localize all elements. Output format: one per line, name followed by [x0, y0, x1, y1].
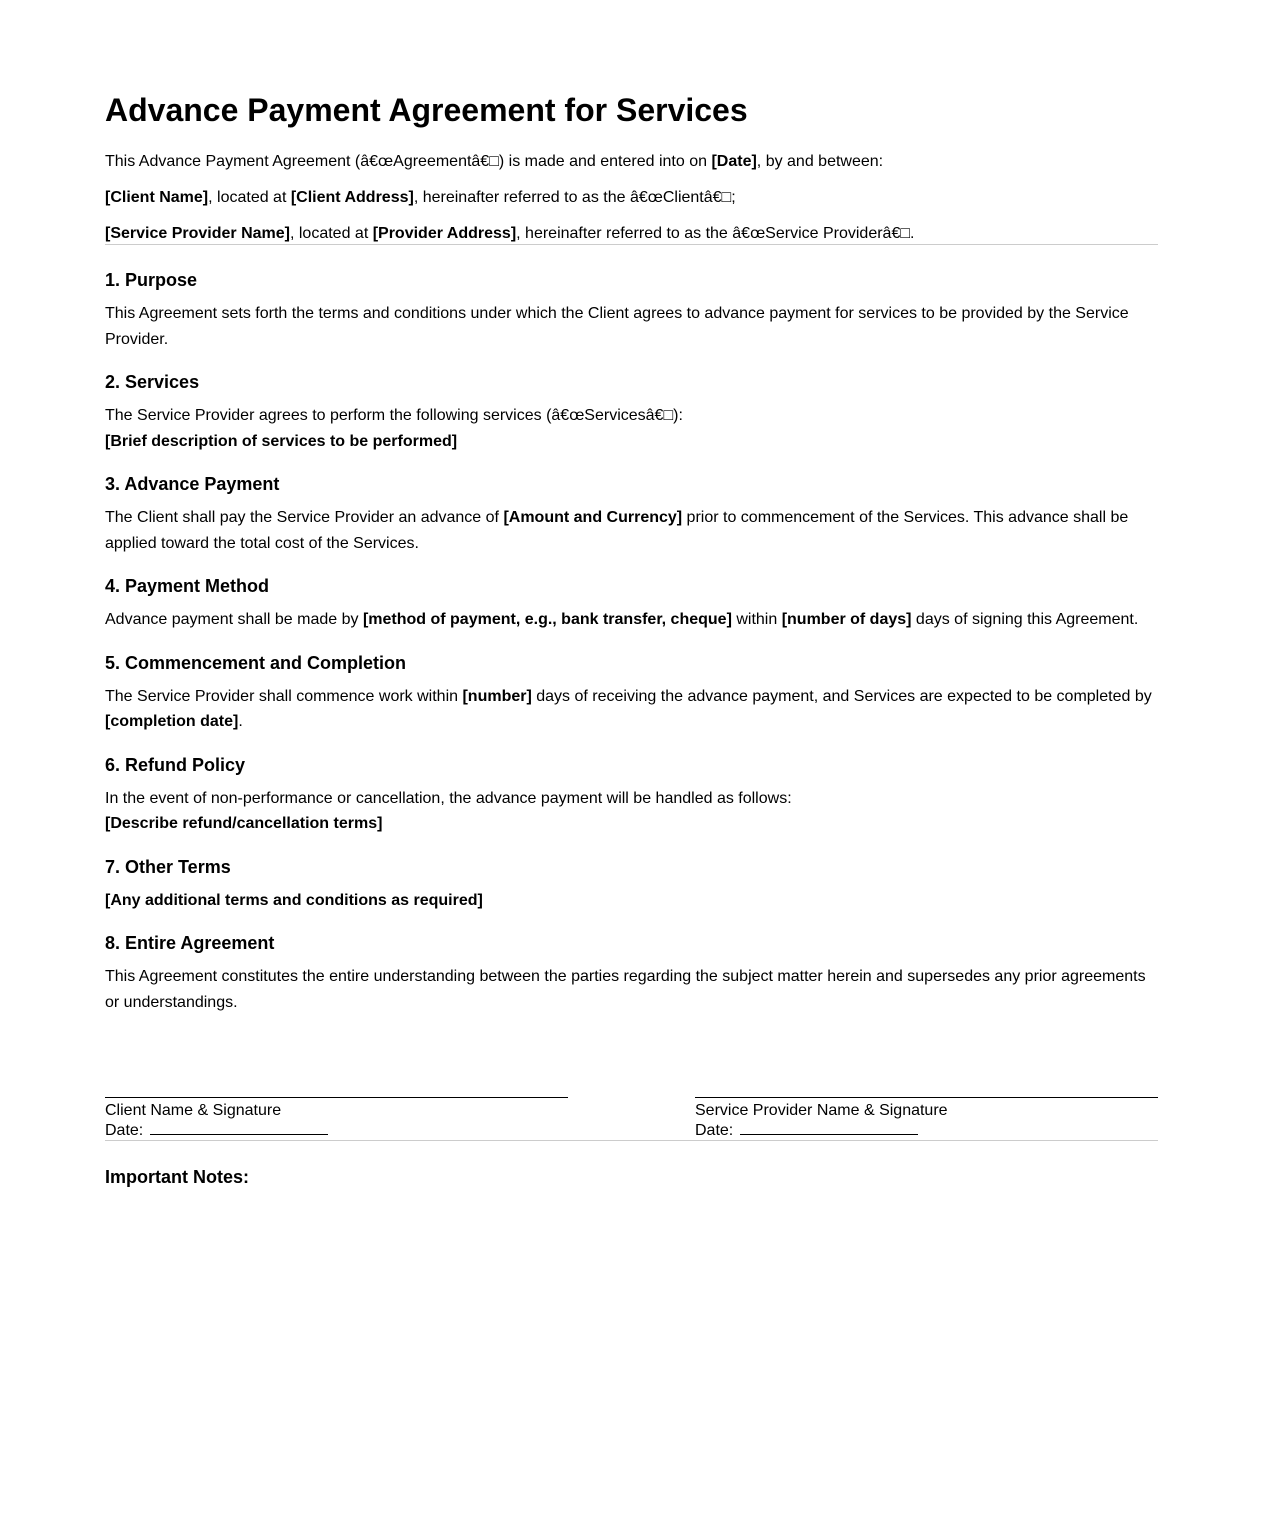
section-heading: 2. Services [105, 372, 200, 392]
section-other-terms [105, 856, 1158, 914]
client-signature-line [105, 1097, 568, 1098]
provider-date-row: Date: [695, 1120, 1158, 1140]
client-name-placeholder: [Client Name] [105, 189, 209, 206]
section-heading: 8. Entire Agreement [105, 933, 275, 953]
section-advance-payment [105, 473, 1158, 556]
section-commencement [105, 652, 1158, 735]
important-notes-heading: Important Notes: [105, 1167, 249, 1187]
section-payment-method [105, 575, 1158, 633]
payment-method-placeholder: [method of payment, e.g., bank transfer, cheque] [362, 611, 732, 628]
section-heading: 1. Purpose [105, 270, 198, 290]
date-placeholder: [Date] [711, 153, 757, 170]
refund-placeholder: [Describe refund/cancellation terms] [105, 815, 383, 832]
section-services [105, 371, 1158, 454]
client-date-line [150, 1120, 328, 1135]
section-heading: 5. Commencement and Completion [105, 652, 407, 673]
intro [105, 152, 1158, 244]
client-address-placeholder: [Client Address] [290, 189, 414, 206]
section-text [105, 888, 1158, 914]
client-signature-block [105, 1097, 568, 1140]
intro-paragraph-client: [Client Name], located at [Client Address], hereinafter referred to as the â€œClientâ€□; [105, 189, 736, 206]
services-placeholder: [Brief description of services to be performed] [105, 432, 458, 450]
section-heading: 4. Payment Method [105, 576, 270, 596]
amount-placeholder: [Amount and Currency] [503, 509, 683, 526]
signature-area [105, 1097, 1158, 1140]
section-refund-policy [105, 754, 1158, 837]
provider-signature-block [695, 1097, 1158, 1140]
section-text: Advance payment shall be made by [method of payment, e.g., bank transfer, cheque] within [number of days] days of signing this Agreement. [105, 611, 1139, 628]
intro-paragraph-provider: [Service Provider Name], located at [Provider Address], hereinafter referred to as the â€œService Providerâ€□. [105, 225, 915, 242]
section-entire-agreement [105, 932, 1158, 1015]
provider-signature-label: Service Provider Name & Signature [695, 1102, 948, 1119]
provider-name-placeholder: [Service Provider Name] [105, 225, 290, 242]
section-text: The Service Provider shall commence work within [number] days of receiving the advance payment, and Services are expected to be completed by [completion date]. [105, 687, 1152, 730]
provider-signature-line [695, 1097, 1158, 1098]
number-placeholder: [number] [462, 687, 532, 705]
days-placeholder: [number of days] [781, 611, 912, 628]
intro-paragraph-agreement: This Advance Payment Agreement (â€œAgreementâ€□) is made and entered into on [Date], by and between: [105, 153, 884, 170]
section-purpose [105, 269, 1158, 352]
section-heading: 6. Refund Policy [105, 754, 246, 775]
other-terms-placeholder: [Any additional terms and conditions as required] [105, 891, 483, 909]
section-text: This Agreement sets forth the terms and conditions under which the Client agrees to advance payment for services to be provided by the Service Provider. [105, 305, 1129, 348]
provider-date-line [740, 1120, 918, 1135]
completion-date-placeholder: [completion date] [105, 713, 239, 730]
client-date-row: Date: [105, 1120, 568, 1140]
section-heading: 7. Other Terms [105, 856, 231, 877]
divider [105, 1140, 1158, 1141]
provider-address-placeholder: [Provider Address] [372, 225, 517, 242]
section-text: The Service Provider agrees to perform the following services (â€œServicesâ€□): [Brief description of services to be performed] [105, 407, 683, 450]
client-signature-label: Client Name & Signature [105, 1102, 282, 1119]
document-title: Advance Payment Agreement for Services [105, 92, 748, 128]
section-text: The Client shall pay the Service Provider an advance of [Amount and Currency] prior to commencement of the Services. This advance shall be applied toward the total cost of the Services. [105, 509, 1129, 552]
section-text: This Agreement constitutes the entire understanding between the parties regarding the subject matter herein and supersedes any prior agreements or understandings. [105, 968, 1146, 1011]
divider [105, 244, 1158, 245]
section-heading: 3. Advance Payment [105, 474, 280, 494]
section-text: In the event of non-performance or cancellation, the advance payment will be handled as follows: [Describe refund/cancellation terms] [105, 789, 792, 832]
